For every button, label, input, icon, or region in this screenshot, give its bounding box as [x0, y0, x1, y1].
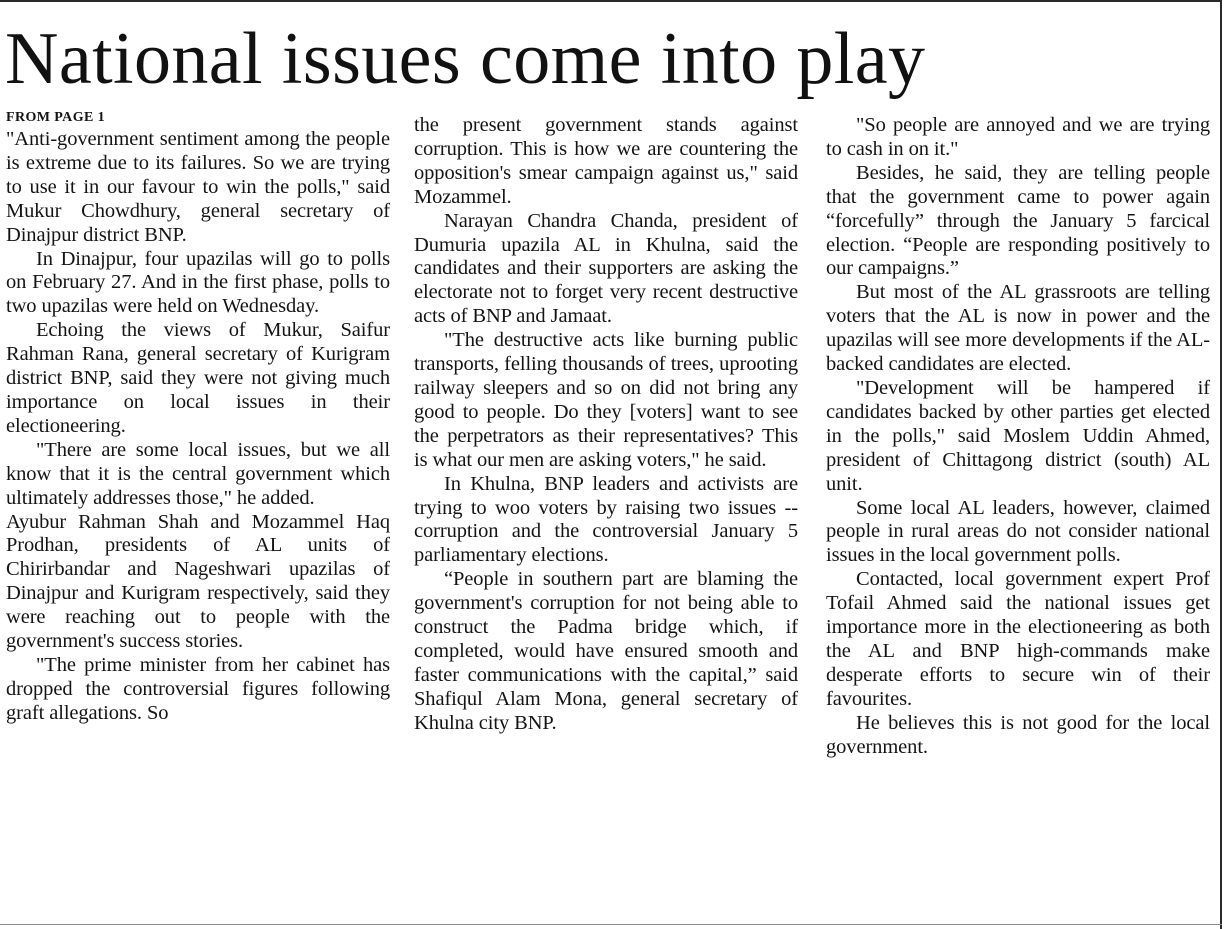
headline: National issues come into play: [5, 18, 926, 100]
column-3: [826, 114, 1210, 929]
paragraph: Echoing the views of Mukur, Saifur Rahman Rana, general secretary of Kurigram district BNP, said they were not giving much importance on local issues in their electioneering.: [6, 319, 390, 437]
paragraph: He believes this is not good for the local government.: [826, 711, 1210, 758]
paragraph: the present government stands against corruption. This is how we are countering the opposition's smear campaign against us," said Mozammel.: [414, 114, 798, 208]
paragraph: Some local AL leaders, however, claimed people in rural areas do not consider national issues in the local government polls.: [826, 496, 1210, 567]
paragraph: “People in southern part are blaming the government's corruption for not being able to construct the Padma bridge which, if completed, would have ensured smooth and faster communications with the capital,” said Shafiqul Alam Mona, general secretary of Khulna city BNP.: [414, 568, 798, 734]
right-rule: [1220, 0, 1222, 929]
paragraph: "So people are annoyed and we are trying to cash in on it.": [826, 114, 1210, 160]
paragraph: "The prime minister from her cabinet has dropped the controversial figures following graft allegations. So: [6, 653, 390, 724]
paragraph: In Dinajpur, four upazilas will go to polls on February 27. And in the first phase, polls to two upazilas were held on Wednesday.: [6, 247, 390, 318]
paragraph: Contacted, local government expert Prof Tofail Ahmed said the national issues get importance more in the electioneering as both the AL and BNP high-commands make desperate efforts to secure win of their favourites.: [826, 568, 1210, 710]
kicker: FROM PAGE 1: [6, 110, 106, 125]
paragraph: "The destructive acts like burning public transports, felling thousands of trees, uprooting railway sleepers and so on did not bring any good to people. Do they [voters] want to see the perpetrators as their representatives? This is what our men are asking voters," he said.: [414, 329, 798, 471]
paragraph: Narayan Chandra Chanda, president of Dumuria upazila AL in Khulna, said the candidates and their supporters are asking the electorate not to forget very recent destructive acts of BNP and Jamaat.: [414, 209, 798, 328]
paragraph: "Anti-government sentiment among the people is extreme due to its failures. So we are trying to use it in our favour to win the polls," said Mukur Chowdhury, general secretary of Dinajpur district BNP.: [6, 128, 390, 246]
paragraph: Besides, he said, they are telling people that the government came to power again “forcefully” through the January 5 farcical election. “People are responding positively to our campaigns.”: [826, 161, 1210, 280]
paragraph: Ayubur Rahman Shah and Mozammel Haq Prodhan, presidents of AL units of Chirirbandar and Nageshwari upazilas of Dinajpur and Kurigram respectively, said they were reaching out to people with the government's success stories.: [6, 510, 390, 653]
paragraph: "There are some local issues, but we all know that it is the central government which ultimately addresses those," he added.: [6, 438, 390, 509]
column-2: [414, 114, 798, 929]
paragraph: "Development will be hampered if candidates backed by other parties get elected in the polls," said Moslem Uddin Ahmed, president of Chittagong district (south) AL unit.: [826, 376, 1210, 495]
top-rule: [0, 0, 1222, 2]
paragraph: But most of the AL grassroots are telling voters that the AL is now in power and the upazilas will see more developments if the AL-backed candidates are elected.: [826, 281, 1210, 376]
column-1: [6, 108, 390, 923]
paragraph: In Khulna, BNP leaders and activists are trying to woo voters by raising two issues -- corruption and the controversial January 5 parliamentary elections.: [414, 472, 798, 567]
